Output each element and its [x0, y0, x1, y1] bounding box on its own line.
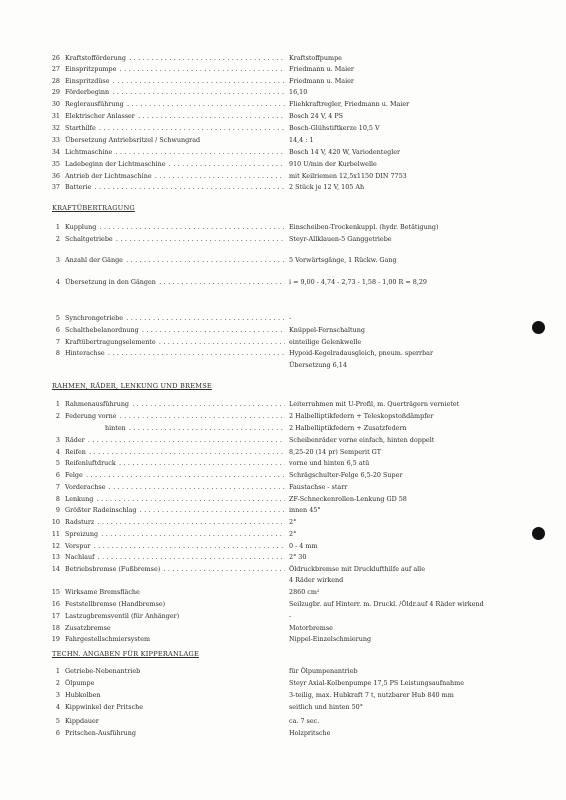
row-label: Übersetzung in den Gängen: [65, 278, 156, 286]
spec-row: [0, 470, 566, 480]
row-value: ca. 7 sec.: [289, 717, 320, 725]
spec-row: [0, 222, 566, 232]
spec-row: [0, 564, 566, 574]
row-label: Schalthebelanordnung: [65, 326, 139, 334]
row-number: 8: [55, 349, 60, 357]
row-number: 2: [55, 412, 60, 420]
spec-row: [0, 325, 566, 335]
spec-row: [0, 234, 566, 244]
spec-row: [0, 182, 566, 192]
row-value: Bosch 14 V, 420 W, Variodentegler: [289, 148, 401, 156]
row-label: Räder: [65, 436, 85, 444]
row-value: für Ölpumpenantrieb: [289, 667, 358, 675]
row-number: 19: [51, 635, 60, 643]
row-value: Kraftstoffpumpe: [289, 54, 342, 62]
row-value: Übersetzung 6,14: [289, 361, 347, 369]
row-number: 30: [51, 100, 60, 108]
row-value: Einscheiben-Trockenkuppl. (hydr. Betätigung): [289, 223, 439, 231]
section-heading-kipperanlage: TECHN. ANGABEN FÜR KIPPERANLAGE: [52, 650, 199, 658]
row-label: Feststellbremse (Handbremse): [65, 600, 166, 608]
row-label: Radsturz: [65, 518, 95, 526]
row-label: Reifen: [65, 448, 86, 456]
row-value: 2°: [289, 518, 297, 526]
spec-row: [0, 634, 566, 644]
row-value: Friedmann u. Maier: [289, 77, 354, 85]
row-number: 27: [51, 65, 60, 73]
spec-row: [0, 666, 566, 676]
spec-row: [0, 529, 566, 539]
row-number: 1: [55, 400, 60, 408]
row-number: 5: [55, 314, 60, 322]
row-value: 2° 30: [289, 553, 307, 561]
row-label: Kraftstofförderung: [65, 54, 126, 62]
spec-row: [0, 423, 566, 433]
spec-row: [0, 505, 566, 515]
row-value: Scheibenräder vorne einfach, hinten doppelt: [289, 436, 435, 444]
row-label: Getriebe-Nebenantrieb: [65, 667, 141, 675]
row-label: Einspritzdüse: [65, 77, 110, 85]
row-number: 15: [51, 588, 60, 596]
spec-row: [0, 255, 566, 265]
row-value: ZF-Schneckenrollen-Lenkung GD 58: [289, 495, 407, 503]
spec-row: [0, 702, 566, 712]
row-number: 7: [55, 483, 60, 491]
row-number: 34: [51, 148, 60, 156]
spec-row: [0, 447, 566, 457]
row-label: Kraftübertragungselemente: [65, 338, 156, 346]
row-number: 1: [55, 223, 60, 231]
spec-row: [0, 552, 566, 562]
row-value: 16,10: [289, 88, 308, 96]
row-number: 37: [51, 183, 60, 191]
spec-row: [0, 399, 566, 409]
row-number: 13: [51, 553, 60, 561]
spec-row: [0, 611, 566, 621]
row-label: Hinterachse: [65, 349, 105, 357]
row-value: Steyr Axial-Kolbenpumpe 17,5 PS Leistungsaufnahme: [289, 679, 465, 687]
row-label: Vorspur: [65, 542, 91, 550]
row-value: -: [289, 314, 292, 322]
spec-row: [0, 541, 566, 551]
row-label: Elektrischer Anlasser: [65, 112, 135, 120]
punch-hole-lower: [532, 527, 545, 540]
row-number: 32: [51, 124, 60, 132]
row-label: Ölpumpe: [65, 679, 95, 687]
row-value: Hypoid-Kegelradausgleich, pneum. sperrbar: [289, 349, 434, 357]
row-value: einteilige Gelenkwelle: [289, 338, 362, 346]
spec-row: [0, 123, 566, 133]
row-value: 2860 cm²: [289, 588, 320, 596]
row-number: 2: [55, 679, 60, 687]
row-label: Reifenluftdruck: [65, 459, 116, 467]
spec-row: [0, 348, 566, 358]
row-label: Anzahl der Gänge: [65, 256, 123, 264]
spec-row: [0, 517, 566, 527]
spec-row: [0, 623, 566, 633]
row-value: Friedmann u. Maier: [289, 65, 354, 73]
section-heading-rahmen: RAHMEN, RÄDER, LENKUNG UND BREMSE: [52, 382, 212, 390]
row-value: mit Keilriemen 12,5x1150 DIN 7753: [289, 172, 407, 180]
spec-row: [0, 111, 566, 121]
row-number: 5: [55, 459, 60, 467]
row-value: -: [289, 612, 292, 620]
spec-row: [0, 87, 566, 97]
row-number: 6: [55, 326, 60, 334]
row-value: vorne und hinten 6,5 atü: [289, 459, 370, 467]
spec-row: [0, 64, 566, 74]
row-number: 6: [55, 729, 60, 737]
row-label: Antrieb der Lichtmaschine: [65, 172, 152, 180]
row-label: Vorderachse: [65, 483, 106, 491]
row-value: 14,4 : 1: [289, 136, 314, 144]
row-value: 3-teilig, max. Hubkraft 7 t, nutzbarer Hub 840 mm: [289, 691, 454, 699]
punch-hole-upper: [532, 321, 545, 334]
row-value: 8,25-20 (14 pr) Semperit GT: [289, 448, 382, 456]
row-number: 8: [55, 495, 60, 503]
spec-row: [0, 99, 566, 109]
row-number: 14: [51, 565, 60, 573]
row-label: Batterie: [65, 183, 92, 191]
row-value: Seilzugbr. auf Hinterr. m. Druckl. /Öldr.auf 4 Räder wirkend: [289, 600, 484, 608]
row-value: Öldruckbremse mit Drucklufthilfe auf alle: [289, 565, 426, 573]
row-label: Kupplung: [65, 223, 97, 231]
row-label: Spreizung: [65, 530, 99, 538]
row-value: i = 9,00 - 4,74 - 2,73 - 1,58 - 1,00 R = 8,29: [289, 278, 427, 286]
row-number: 35: [51, 160, 60, 168]
row-value: 2°: [289, 530, 297, 538]
spec-row: [0, 482, 566, 492]
row-label: Übersetzung Antriebsritzel / Schwungrad: [65, 136, 201, 144]
row-value: Bosch 24 V, 4 PS: [289, 112, 344, 120]
row-value: Steyr-Allklauen-5 Ganggetriebe: [289, 235, 392, 243]
row-label: hinten: [105, 424, 126, 432]
row-value: innen 45°: [289, 506, 321, 514]
row-number: 36: [51, 172, 60, 180]
row-value: Leiterrahmen mit U-Profil, m. Querträgern vernietet: [289, 400, 460, 408]
spec-row: [0, 76, 566, 86]
spec-row: [0, 494, 566, 504]
spec-row: [0, 337, 566, 347]
row-label: Lenkung: [65, 495, 94, 503]
row-number: 29: [51, 88, 60, 96]
row-label: Wirksame Bremsfläche: [65, 588, 140, 596]
row-label: Kippdauer: [65, 717, 99, 725]
row-label: Förderbeginn: [65, 88, 110, 96]
spec-row: [0, 159, 566, 169]
row-label: Schaltgetriebe: [65, 235, 113, 243]
spec-row: [0, 435, 566, 445]
row-label: Größter Radeinschlag: [65, 506, 137, 514]
spec-row: [0, 587, 566, 597]
row-value: Bosch-Glühstiftkerze 10,5 V: [289, 124, 380, 132]
row-value: 2 Halbelliptikfedern + Teleskopstoßdämpfer: [289, 412, 434, 420]
row-number: 31: [51, 112, 60, 120]
row-number: 4: [55, 703, 60, 711]
row-value: 5 Vorwärtsgänge, 1 Rückw. Gang: [289, 256, 397, 264]
row-label: Synchrongetriebe: [65, 314, 124, 322]
row-number: 26: [51, 54, 60, 62]
row-value: Faustachse - starr: [289, 483, 348, 491]
spec-row-continuation: [0, 360, 566, 370]
row-label: Hubkolben: [65, 691, 101, 699]
spec-row: [0, 728, 566, 738]
row-label: Einspritzpumpe: [65, 65, 117, 73]
spec-row: [0, 277, 566, 287]
spec-row: [0, 411, 566, 421]
row-label: Lichtmaschine: [65, 148, 113, 156]
row-value: Nippel-Einzelschmierung: [289, 635, 372, 643]
row-number: 18: [51, 624, 60, 632]
row-label: Rahmenausführung: [65, 400, 130, 408]
row-number: 7: [55, 338, 60, 346]
row-label: Reglerausführung: [65, 100, 124, 108]
spec-row: [0, 53, 566, 63]
row-value: Schrägschulter-Felge 6,5-20 Super: [289, 471, 403, 479]
row-number: 33: [51, 136, 60, 144]
row-label: Zusatzbremse: [65, 624, 111, 632]
row-label: Ladebeginn der Lichtmaschine: [65, 160, 166, 168]
row-value: Fliehkraftregler, Friedmann u. Maier: [289, 100, 410, 108]
row-value: Knüppel-Fernschaltung: [289, 326, 365, 334]
spec-row: [0, 313, 566, 323]
row-label: Betriebsbremse (Fußbremse): [65, 565, 161, 573]
row-label: Pritschen-Ausführung: [65, 729, 136, 737]
row-label: Lastzugbremsventil (für Anhänger): [65, 612, 180, 620]
row-number: 10: [51, 518, 60, 526]
row-number: 9: [55, 506, 60, 514]
spec-row: [0, 171, 566, 181]
row-value: 4 Räder wirkend: [289, 576, 344, 584]
row-label: Federung vorne: [65, 412, 117, 420]
row-number: 5: [55, 717, 60, 725]
spec-row-continuation: [0, 575, 566, 585]
section-heading-kraftuebertragung: KRAFTÜBERTRAGUNG: [52, 204, 135, 212]
row-label: Starthilfe: [65, 124, 96, 132]
row-number: 4: [55, 448, 60, 456]
spec-row: [0, 135, 566, 145]
row-label: Felge: [65, 471, 83, 479]
spec-row: [0, 147, 566, 157]
spec-row: [0, 678, 566, 688]
row-value: 2 Halbelliptikfedern + Zusatzfedern: [289, 424, 407, 432]
row-value: 910 U/min der Kurbelwelle: [289, 160, 377, 168]
row-value: seitlich und hinten 50°: [289, 703, 363, 711]
row-number: 28: [51, 77, 60, 85]
row-label: Kippwinkel der Pritsche: [65, 703, 144, 711]
spec-row: [0, 458, 566, 468]
row-value: Holzpritsche: [289, 729, 331, 737]
row-label: Fahrgestellschmiersystem: [65, 635, 151, 643]
row-value: 2 Stück je 12 V, 105 Ah: [289, 183, 365, 191]
spec-row: [0, 716, 566, 726]
spec-row: [0, 599, 566, 609]
row-number: 3: [55, 256, 60, 264]
row-number: 11: [51, 530, 60, 538]
row-number: 16: [51, 600, 60, 608]
row-number: 3: [55, 436, 60, 444]
row-number: 4: [55, 278, 60, 286]
row-label: Nachlauf: [65, 553, 95, 561]
row-number: 2: [55, 235, 60, 243]
row-number: 3: [55, 691, 60, 699]
row-number: 17: [51, 612, 60, 620]
row-number: 12: [51, 542, 60, 550]
row-value: Motorbremse: [289, 624, 333, 632]
row-value: 0 - 4 mm: [289, 542, 318, 550]
row-number: 1: [55, 667, 60, 675]
spec-row: [0, 690, 566, 700]
row-number: 6: [55, 471, 60, 479]
